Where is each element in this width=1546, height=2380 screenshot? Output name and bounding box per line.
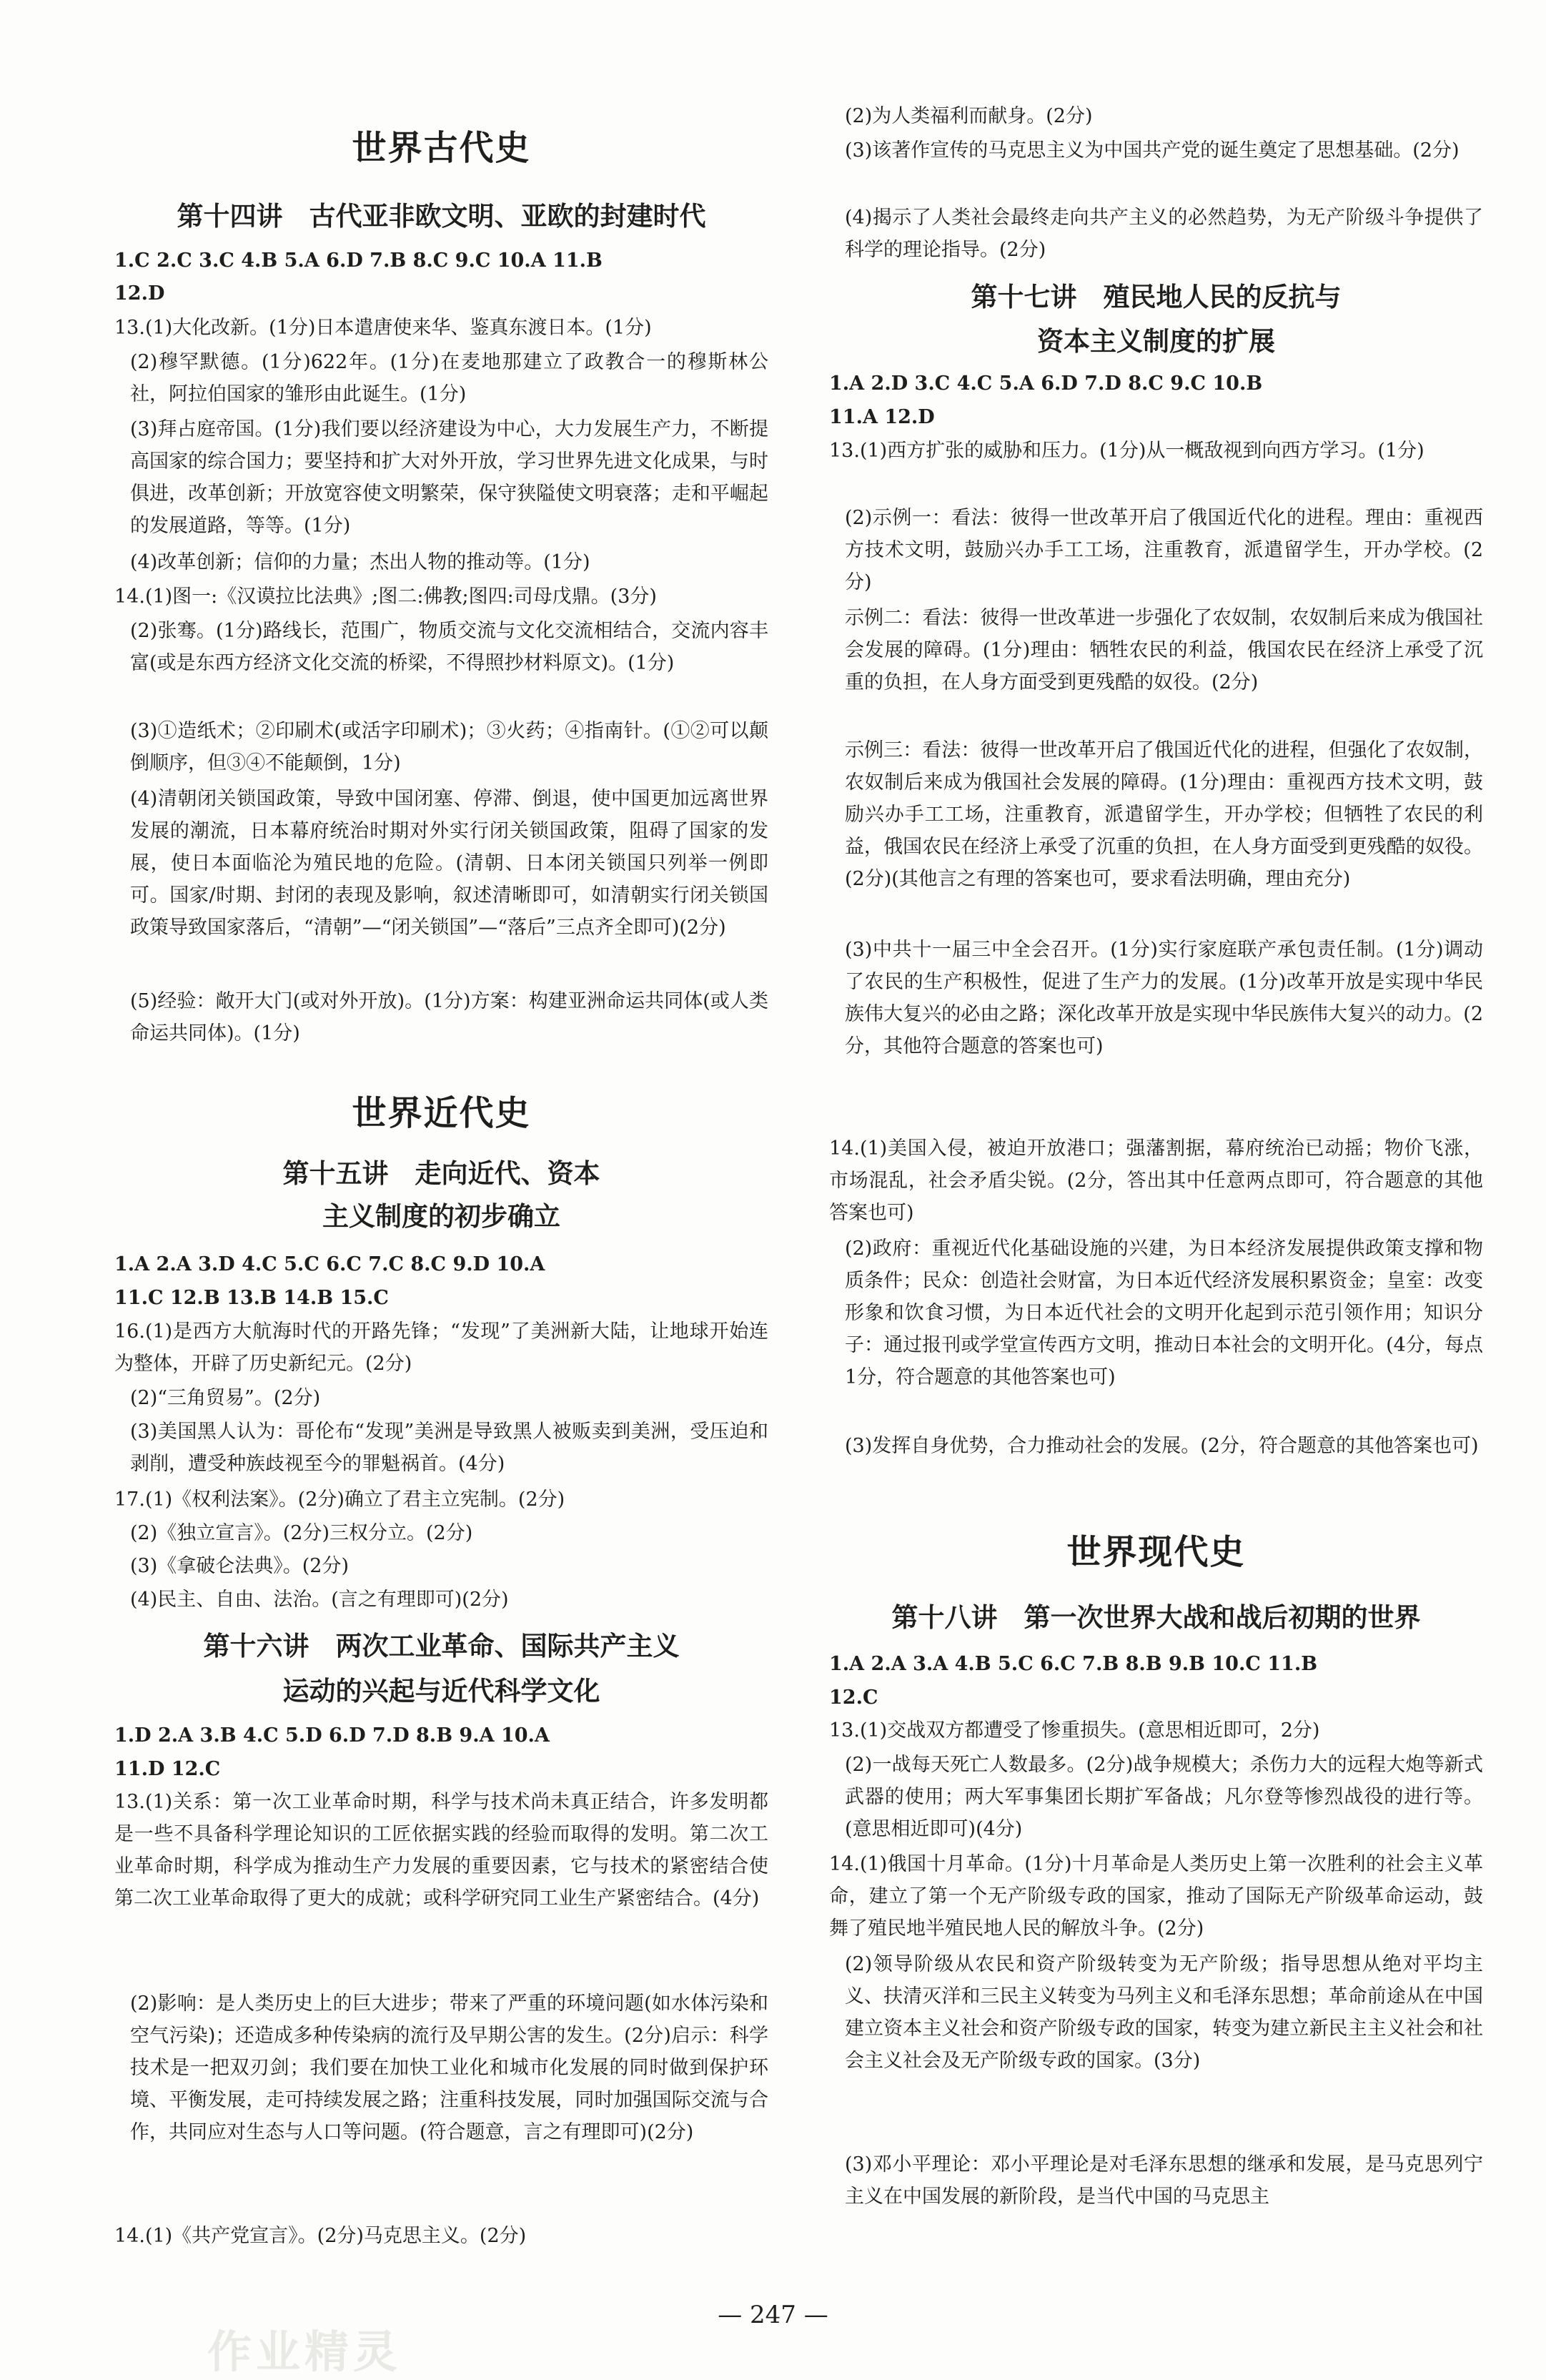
lecture-15-q17-part4: (4)民主、自由、法治。(言之有理即可)(2分)	[130, 1589, 509, 1611]
lecture-15-q16-part3: (3)美国黑人认为：哥伦布“发现”美洲是导致黑人被贩卖到美洲，受压迫和剥削，遭受种族歧视至今的罪魁祸首。(4分)	[130, 1421, 768, 1475]
lecture-17-title-line1: 第十七讲 殖民地人民的反抗与	[971, 282, 1342, 312]
lecture-18-q14-part1: 14.(1)俄国十月革命。(1分)十月革命是人类历史上第一次胜利的社会主义革命，建立了第一个无产阶级专政的国家，推动了国际无产阶级革命运动，鼓舞了殖民地半殖民地人民的解放斗争。(2分)	[829, 1853, 1483, 1940]
lecture-17-q14-part1: 14.(1)美国入侵，被迫开放港口；强藩割据，幕府统治已动摇；物价飞涨，市场混乱，社会矛盾尖锐。(2分，答出其中任意两点即可，符合题意的其他答案也可)	[829, 1137, 1483, 1224]
lecture-15-title-line2: 主义制度的初步确立	[322, 1201, 560, 1232]
lecture-14-q13-part2: (2)穆罕默德。(1分)622年。(1分)在麦地那建立了政教合一的穆斯林公社，阿拉伯国家的雏形由此诞生。(1分)	[130, 351, 768, 405]
lecture-17-title-line2: 资本主义制度的扩展	[1037, 326, 1275, 357]
lecture-17-choice-answers-cont: 11.A 12.D	[829, 406, 935, 428]
section-title-modern-world-history: 世界近代史	[352, 1093, 531, 1133]
lecture-14-choice-answers-cont: 12.D	[114, 282, 165, 305]
lecture-17-q13-part3: (3)中共十一届三中全会召开。(1分)实行家庭联产承包责任制。(1分)调动了农民的生产积极性，促进了生产力的发展。(1分)改革开放是实现中华民族伟大复兴的必由之路；深化改革开放是实现中华民族伟大复兴的动力。(2分，其他符合题意的答案也可)	[845, 939, 1483, 1057]
lecture-15-q17-part2: (2)《独立宣言》。(2分)三权分立。(2分)	[130, 1522, 473, 1544]
lecture-17-q13-example3: 示例三：看法：彼得一世改革开启了俄国近代化的进程，但强化了农奴制，农奴制后来成为俄国社会发展的障碍。(1分)理由：重视西方技术文明，鼓励兴办手工工场，注重教育，派遣留学生，开办学校；但牺牲了农民的利益，俄国农民在经济上承受了沉重的负担，在人身方面受到更残酷的奴役。(2分)(其他言之有理的答案也可，要求看法明确，理由充分)	[845, 739, 1483, 890]
lecture-16-q13-part1: 13.(1)关系：第一次工业革命时期，科学与技术尚未真正结合，许多发明都是一些不具备科学理论知识的工匠依据实践的经验而取得的发明。第二次工业革命时期，科学成为推动生产力发展的重要因素，它与技术的紧密结合使第二次工业革命取得了更大的成就；或科学研究同工业生产紧密结合。(4分)	[114, 1791, 768, 1910]
lecture-16-title-line1: 第十六讲 两次工业革命、国际共产主义	[203, 1631, 680, 1661]
lecture-15-q17-part3: (3)《拿破仑法典》。(2分)	[130, 1555, 349, 1577]
lecture-14-q14-part3: (3)①造纸术；②印刷术(或活字印刷术)；③火药；④指南针。(①②可以颠倒顺序，但③④不能颠倒，1分)	[130, 720, 768, 774]
lecture-15-choice-answers-cont: 11.C 12.B 13.B 14.B 15.C	[114, 1287, 389, 1309]
lecture-14-choice-answers: 1.C 2.C 3.C 4.B 5.A 6.D 7.B 8.C 9.C 10.A 11.B	[114, 250, 603, 272]
lecture-16-title-line2: 运动的兴起与近代科学文化	[282, 1676, 600, 1707]
lecture-15-choice-answers: 1.A 2.A 3.D 4.C 5.C 6.C 7.C 8.C 9.D 10.A	[114, 1253, 545, 1275]
lecture-18-q14-part3: (3)邓小平理论：邓小平理论是对毛泽东思想的继承和发展，是马克思列宁主义在中国发展的新阶段，是当代中国的马克思主	[845, 2153, 1483, 2208]
lecture-17-choice-answers: 1.A 2.D 3.C 4.C 5.A 6.D 7.D 8.C 9.C 10.B	[829, 372, 1263, 395]
lecture-18-choice-answers: 1.A 2.A 3.A 4.B 5.C 6.C 7.B 8.B 9.B 10.C 11.B	[829, 1653, 1318, 1675]
page-number: — 247 —	[718, 2301, 828, 2329]
lecture-14-title: 第十四讲 古代亚非欧文明、亚欧的封建时代	[177, 201, 706, 232]
section-title-ancient-world-history: 世界古代史	[352, 128, 531, 168]
lecture-16-q14-part3: (3)该著作宣传的马克思主义为中国共产党的诞生奠定了思想基础。(2分)	[845, 139, 1460, 162]
lecture-14-q13-part3: (3)拜占庭帝国。(1分)我们要以经济建设为中心，大力发展生产力，不断提高国家的综合国力；要坚持和扩大对外开放，学习世界先进文化成果，与时俱进，改革创新；开放宽容使文明繁荣，保守狭隘使文明衰落；走和平崛起的发展道路，等等。(1分)	[130, 418, 768, 537]
lecture-16-q14-part1: 14.(1)《共产党宣言》。(2分)马克思主义。(2分)	[114, 2225, 527, 2247]
lecture-18-choice-answers-cont: 12.C	[829, 1687, 878, 1709]
lecture-17-q14-part3: (3)发挥自身优势，合力推动社会的发展。(2分，符合题意的其他答案也可)	[845, 1435, 1479, 1457]
lecture-18-q14-part2: (2)领导阶级从农民和资产阶级转变为无产阶级；指导思想从绝对平均主义、扶清灭洋和三民主义转变为马列主义和毛泽东思想；革命前途从在中国建立资本主义社会和资产阶级专政的国家，转变为建立新民主主义社会和社会主义社会及无产阶级专政的国家。(3分)	[845, 1953, 1483, 2072]
lecture-15-q16-part2: (2)“三角贸易”。(2分)	[130, 1387, 321, 1409]
lecture-17-q13-example1: (2)示例一：看法：彼得一世改革开启了俄国近代化的进程。理由：重视西方技术文明，鼓励兴办手工工场，注重教育，派遣留学生，开办学校。(2分)	[845, 507, 1483, 593]
lecture-18-title: 第十八讲 第一次世界大战和战后初期的世界	[891, 1602, 1421, 1633]
lecture-16-q13-part2: (2)影响：是人类历史上的巨大进步；带来了严重的环境问题(如水体污染和空气污染)；还造成多种传染病的流行及早期公害的发生。(2分)启示：科学技术是一把双刃剑；我们要在加快工业化和城市化发展的同时做到保护环境、平衡发展，走可持续发展之路；注重科技发展，同时加强国际交流与合作，共同应对生态与人口等问题。(符合题意，言之有理即可)(2分)	[130, 1993, 768, 2143]
lecture-15-q17-part1: 17.(1)《权利法案》。(2分)确立了君主立宪制。(2分)	[114, 1488, 565, 1511]
lecture-17-q13-part1: 13.(1)西方扩张的威胁和压力。(1分)从一概敌视到向西方学习。(1分)	[829, 440, 1424, 462]
lecture-14-q14-part1: 14.(1)图一:《汉谟拉比法典》;图二:佛教;图四:司母戊鼎。(3分)	[114, 586, 657, 608]
lecture-14-q14-part2: (2)张骞。(1分)路线长，范围广，物质交流与文化交流相结合，交流内容丰富(或是东西方经济文化交流的桥梁，不得照抄材料原文)。(1分)	[130, 620, 768, 674]
lecture-16-choice-answers: 1.D 2.A 3.B 4.C 5.D 6.D 7.D 8.B 9.A 10.A	[114, 1724, 550, 1747]
lecture-16-choice-answers-cont: 11.D 12.C	[114, 1758, 221, 1780]
watermark-logo: 作业精灵	[207, 2326, 402, 2378]
lecture-15-q16-part1: 16.(1)是西方大航海时代的开路先锋；“发现”了美洲新大陆，让地球开始连为整体，开辟了历史新纪元。(2分)	[114, 1320, 768, 1375]
lecture-18-q13-part1: 13.(1)交战双方都遭受了惨重损失。(意思相近即可，2分)	[829, 1719, 1320, 1742]
lecture-14-q13-part1: 13.(1)大化改新。(1分)日本遣唐使来华、鉴真东渡日本。(1分)	[114, 317, 652, 339]
lecture-17-q13-example2: 示例二：看法：彼得一世改革进一步强化了农奴制，农奴制后来成为俄国社会发展的障碍。(1分)理由：牺牲农民的利益，俄国农民在经济上承受了沉重的负担，在人身方面受到更残酷的奴役。(2分)	[845, 607, 1483, 693]
lecture-14-q13-part4: (4)改革创新；信仰的力量；杰出人物的推动等。(1分)	[130, 551, 590, 573]
lecture-15-title-line1: 第十五讲 走向近代、资本	[282, 1158, 600, 1189]
lecture-14-q14-part4: (4)清朝闭关锁国政策，导致中国闭塞、停滞、倒退，使中国更加远离世界发展的潮流，日本幕府统治时期对外实行闭关锁国政策，阻碍了国家的发展，使日本面临沦为殖民地的危险。(清朝、日本闭关锁国只列举一例即可。国家/时期、封闭的表现及影响，叙述清晰即可，如清朝实行闭关锁国政策导致国家落后，“清朝”—“闭关锁国”—“落后”三点齐全即可)(2分)	[130, 788, 768, 939]
lecture-17-q14-part2: (2)政府：重视近代化基础设施的兴建，为日本经济发展提供政策支撑和物质条件；民众：创造社会财富，为日本近代经济发展积累资金；皇室：改变形象和饮食习惯，为日本近代社会的文明开化起到示范引领作用；知识分子：通过报刊或学堂宣传西方文明，推动日本社会的文明开化。(4分，每点1分，符合题意的其他答案也可)	[845, 1238, 1483, 1388]
lecture-16-q14-part4: (4)揭示了人类社会最终走向共产主义的必然趋势，为无产阶级斗争提供了科学的理论指导。(2分)	[845, 207, 1483, 261]
lecture-14-q14-part5: (5)经验：敞开大门(或对外开放)。(1分)方案：构建亚洲命运共同体(或人类命运共同体)。(1分)	[130, 990, 768, 1045]
lecture-18-q13-part2: (2)一战每天死亡人数最多。(2分)战争规模大；杀伤力大的远程大炮等新式武器的使用；两大军事集团长期扩军备战；凡尔登等惨烈战役的进行等。(意思相近即可)(4分)	[845, 1754, 1483, 1840]
section-title-contemporary-world-history: 世界现代史	[1066, 1532, 1246, 1572]
lecture-16-q14-part2: (2)为人类福利而献身。(2分)	[845, 105, 1093, 127]
